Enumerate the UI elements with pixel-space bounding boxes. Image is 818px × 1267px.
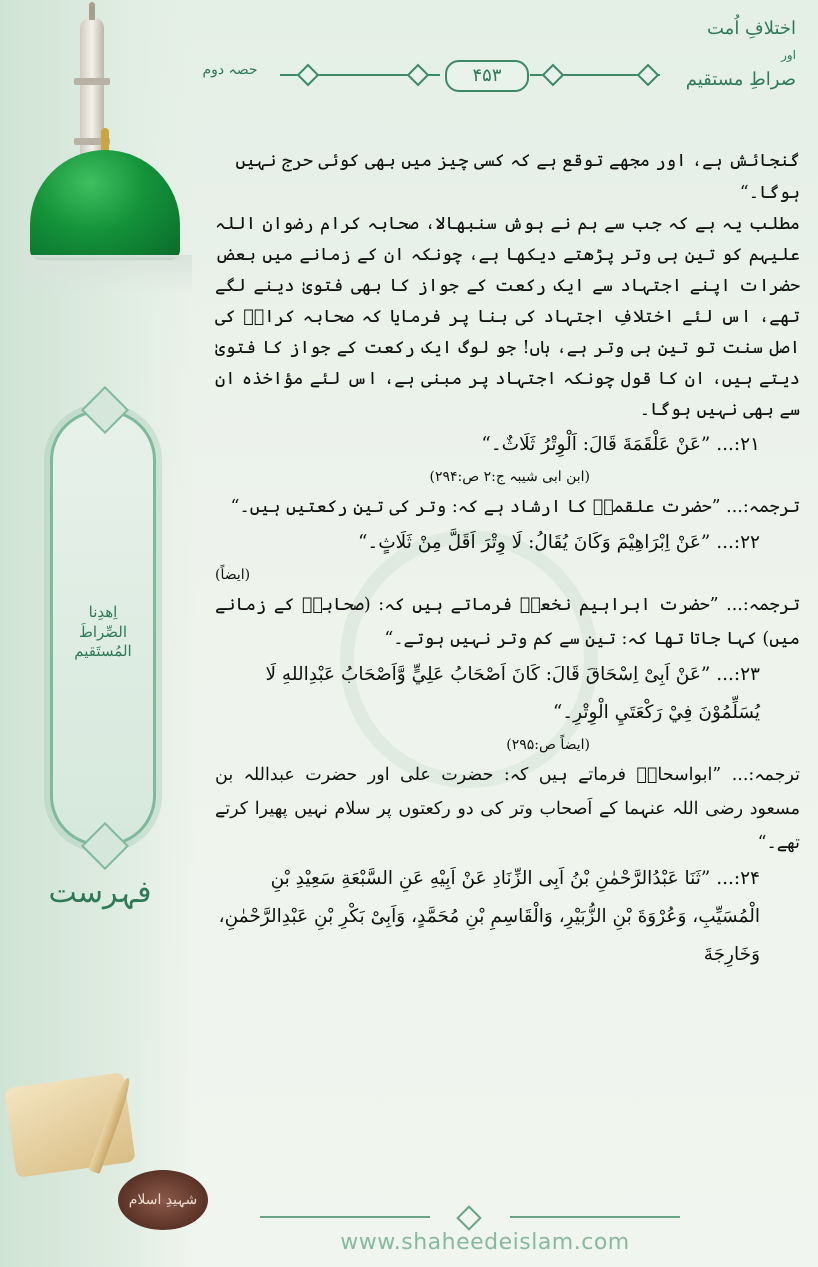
page-body	[215, 145, 800, 974]
hadith-21-arabic: ۲۱:... ”عَنْ عَلْقَمَةَ قَالَ: اَلْوِتْرُ ثَلَاثٌ۔“	[481, 434, 760, 455]
green-dome-image	[30, 150, 180, 260]
translation-22: ترجمہ:... ”حضرت ابراہیم نخعیؒ فرماتے ہیں کہ: (صحابہؓ کے زمانے میں) کہا جاتا تھا کہ: تین سے کم وتر نہیں ہوتے۔“	[215, 595, 800, 649]
hadith-22-arabic: ۲۲:... ”عَنْ اِبْرَاهِيْمَ وَكَانَ يُقَالُ: لَا وِتْرَ اَقَلَّ مِنْ ثَلَاثٍ۔“	[357, 532, 760, 553]
website-link[interactable]: www.shaheedeislam.com	[340, 1230, 630, 1255]
header-ornament-icon	[407, 64, 430, 87]
footer-ornament-icon	[456, 1205, 481, 1230]
translation-21: ترجمہ:... ”حضرت علقمہؒ کا ارشاد ہے کہ: وتر کی تین رکعتیں ہیں۔“	[230, 497, 800, 517]
book-title-line2: صراطِ مستقیم	[685, 68, 796, 90]
left-decoration-panel	[0, 0, 198, 1267]
body-paragraph: گنجائش ہے، اور مجھے توقع ہے کہ کسی چیز میں بھی کوئی حرج نہیں ہوگا۔“	[235, 151, 800, 203]
reference-23: (ایضاً ص:۲۹۵)	[506, 737, 590, 753]
reference-21: (ابن ابی شیبہ ج:۲ ص:۲۹۴)	[429, 469, 590, 485]
header-ornament-icon	[542, 64, 565, 87]
footer-rule-right	[510, 1216, 680, 1218]
section-label: حصہ دوم	[202, 62, 258, 78]
ornament-top-icon	[81, 386, 129, 434]
dome-base	[22, 255, 192, 295]
page-number: ۴۵۳	[445, 60, 529, 92]
footer-rule-left	[260, 1216, 430, 1218]
medallion-ornament	[50, 410, 156, 846]
medallion-text: اِھدِنا الصِّراطَ المُستَقیم	[74, 603, 132, 660]
translation-23: ترجمہ:... ”ابواسحاقؒ فرماتے ہیں کہ: حضرت علی اور حضرت عبداللہ بن مسعود رضی اللہ عنہما کے اَصحاب وتر کی دو رکعتوں پر سلام نہیں پھیرا کرتے تھے۔“	[215, 765, 800, 853]
header-ornament-icon	[297, 64, 320, 87]
publisher-logo[interactable]: شہیدِ اسلام	[118, 1170, 208, 1230]
hadith-23-arabic: ۲۳:... ”عَنْ اَبِیْ اِسْحَاقَ قَالَ: كَانَ اَصْحَابُ عَلِيٍّ وَّاَصْحَابُ عَبْدِاللهِ لَا يُسَلِّمُوْنَ فِيْ رَكْعَتَيِ الْوِتْرِ۔“	[265, 664, 760, 723]
book-title-line1: اختلافِ اُمت	[707, 18, 796, 39]
header-ornament-icon	[637, 64, 660, 87]
index-link[interactable]: فہرست	[48, 875, 152, 910]
book-title-connector: اور	[781, 47, 796, 62]
body-paragraph: مطلب یہ ہے کہ جب سے ہم نے ہوش سنبھالا، صحابہ کرام رضوان اللہ علیہم کو تین ہی وتر پڑھتے دیکھا ہے، چونکہ ان کے زمانے میں بعض حضرات اپنے اجتہاد سے ایک رکعت کے جواز کا بھی فتویٰ دینے لگے تھے، اس لئے اختلافِ اجتہاد کی بنا پر فرمایا کہ صحابہ کرامؓ کی اصل سنت تو تین ہی وتر ہے، ہاں! جو لوگ ایک رکعت کے جواز کا فتویٰ دیتے ہیں، ان کا قول چونکہ اجتہاد پر مبنی ہے، اس لئے مؤاخذہ ان سے بھی نہیں ہوگا۔	[215, 214, 800, 420]
hadith-24-arabic: ۲۴:... ”ثَنَا عَبْدُالرَّحْمٰنِ بْنُ اَبِی الزِّنَادِ عَنْ اَبِيْهِ عَنِ السَّبْعَةِ سَعِيْدِ بْنِ الْمُسَيِّبِ، وَعُرْوَةَ بْنِ الزُّبَيْرِ، وَالْقَاسِمِ بْنِ مُحَمَّدٍ، وَاَبِیْ بَكْرِ بْنِ عَبْدِالرَّحْمٰنِ، وَخَارِجَةَ	[218, 868, 760, 965]
ornament-bottom-icon	[81, 822, 129, 870]
reference-22: (ایضاً)	[215, 567, 251, 583]
book-title	[666, 14, 796, 96]
